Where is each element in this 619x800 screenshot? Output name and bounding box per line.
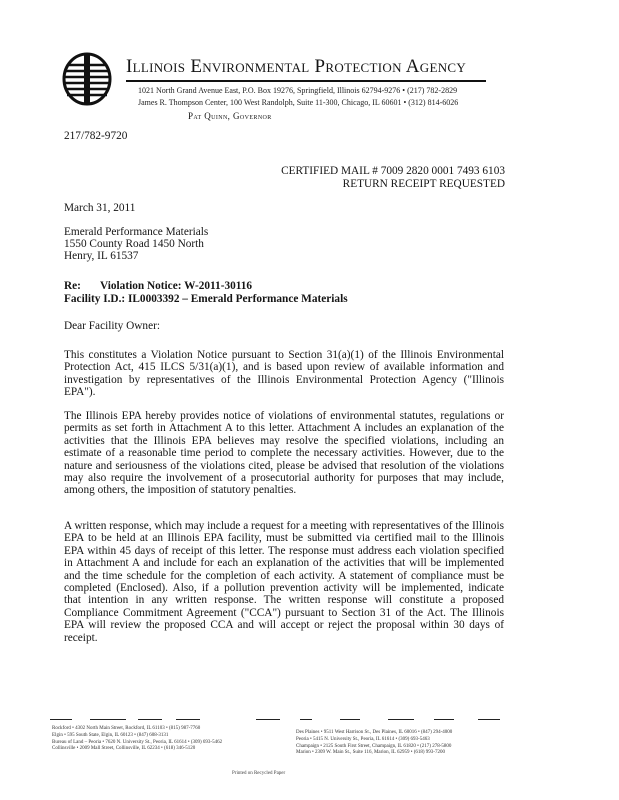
paragraph-line: Protection Act, 415 ILCS 5/31(a)(1), and is based upon review of available information and	[64, 361, 504, 374]
address-chicago: James R. Thompson Center, 100 West Randolph, Suite 11-300, Chicago, IL 60601 • (312) 814-6026	[138, 98, 459, 107]
paragraph-notice	[64, 349, 504, 399]
footer-offices-right	[296, 730, 452, 757]
agency-name: Illinois Environmental Protection Agency	[126, 56, 467, 77]
paragraph-line: A written response, which may include a request for a meeting with representatives of the Illinois	[64, 520, 504, 532]
certified-mail-number: CERTIFIED MAIL # 7009 2820 0001 7493 6103	[281, 165, 505, 177]
paragraph-line: may also require the involvement of a prosecutorial authority for purposes that may include,	[64, 471, 504, 484]
footer-office: Rockford • 4302 North Main Street, Rockford, IL 61103 • (815) 987-7760	[52, 726, 201, 731]
letter-date: March 31, 2011	[64, 202, 136, 214]
illinois-epa-seal-icon	[62, 52, 112, 106]
footer-office: Collinsville • 2009 Mall Street, Collinsville, IL 62234 • (618) 346-5120	[52, 746, 196, 752]
paragraph-violations	[64, 410, 504, 497]
footer-office: Champaign • 2125 South First Street, Champaign, IL 61820 • (217) 278-5800	[296, 743, 452, 749]
footer-rule	[340, 719, 360, 720]
footer-office: Des Plaines • 9511 West Harrison St., Des Plaines, IL 60016 • (847) 294-4000	[296, 730, 453, 735]
paragraph-line: and the time schedule for the completion of each activity. A statement of compliance must be	[64, 569, 504, 582]
footer-rule	[256, 719, 280, 720]
footer-office: Bureau of Land – Peoria • 7620 N. University St., Peoria, IL 61614 • (309) 693-5462	[52, 739, 223, 745]
paragraph-line: EPA within 45 days of receipt of this letter. The response must address each violation specified	[64, 544, 504, 557]
address-springfield: 1021 North Grand Avenue East, P.O. Box 19276, Springfield, Illinois 62794-9276 • (217) 782-2829	[138, 86, 458, 95]
footer-rule	[50, 719, 72, 720]
paragraph-line: receipt.	[64, 631, 98, 644]
paragraph-line: that intention in any written response. The written response will constitute a proposed	[64, 594, 504, 607]
violation-notice-number: Violation Notice: W-2011-30116	[100, 280, 253, 292]
footer-rule	[300, 719, 312, 720]
paragraph-line: The Illinois EPA hereby provides notice of violations of environmental statutes, regulations or	[64, 410, 504, 422]
re-label: Re:	[64, 280, 81, 292]
recipient-name: Emerald Performance Materials	[64, 226, 209, 238]
footer-office: Marion • 2309 W. Main St., Suite 116, Marion, IL 62959 • (618) 993-7200	[296, 750, 445, 756]
paragraph-line: among others, the imposition of statutory penalties.	[64, 484, 297, 497]
recycled-paper-note: Printed on Recycled Paper	[232, 771, 286, 776]
paragraph-line: EPA will review the proposed CCA and will accept or reject the proposal within 30 days of	[64, 619, 504, 632]
footer-offices-left	[52, 726, 222, 753]
footer-rule	[434, 719, 454, 720]
footer-office: Peoria • 5415 N. University St., Peoria, IL 61614 • (309) 693-5463	[296, 736, 430, 742]
facility-id: Facility I.D.: IL0003392 – Emerald Performance Materials	[64, 293, 348, 305]
footer-rule	[90, 719, 126, 720]
return-receipt: RETURN RECEIPT REQUESTED	[342, 178, 505, 190]
paragraph-line: in Attachment A and include for each an explanation of the activities that will be implemented	[64, 557, 504, 570]
paragraph-line: investigation by representatives of the Illinois Environmental Protection Agency ("Illinois	[64, 373, 504, 386]
recipient-street: 1550 County Road 1450 North	[64, 238, 204, 250]
footer-rule	[388, 719, 414, 720]
paragraph-line: EPA").	[64, 386, 96, 399]
paragraph-line: permits as set forth in Attachment A to this letter. Attachment A includes an explanation of the	[64, 422, 504, 435]
salutation: Dear Facility Owner:	[64, 320, 160, 332]
footer-rule	[478, 719, 500, 720]
recipient-city: Henry, IL 61537	[64, 250, 139, 262]
phone-number: 217/782-9720	[64, 130, 128, 142]
footer-rule	[138, 719, 162, 720]
letterhead-rule	[126, 80, 486, 82]
paragraph-line: This constitutes a Violation Notice pursuant to Section 31(a)(1) of the Illinois Environmental	[64, 349, 504, 361]
footer-rule	[176, 719, 200, 720]
paragraph-line: completed (Enclosed). Also, if a pollution prevention activity will be implemented, indicate	[64, 581, 504, 594]
governor-line: Pat Quinn, Governor	[188, 111, 272, 121]
footer-office: Elgin • 595 South State, Elgin, IL 60123 • (847) 608-3131	[52, 732, 169, 738]
paragraph-response	[64, 520, 504, 644]
paragraph-line: nature and seriousness of the violations cited, please be advised that resolution of the violations	[64, 459, 504, 472]
paragraph-line: activities that the Illinois EPA believes may resolve the specified violations, including an	[64, 434, 504, 447]
paragraph-line: estimate of a reasonable time period to complete the necessary activities. However, due to the	[64, 447, 504, 460]
paragraph-line: EPA to be held at an Illinois EPA facility, must be submitted via certified mail to the Illinois	[64, 532, 504, 545]
paragraph-line: Compliance Commitment Agreement ("CCA") pursuant to Section 31 of the Act. The Illinois	[64, 606, 504, 619]
